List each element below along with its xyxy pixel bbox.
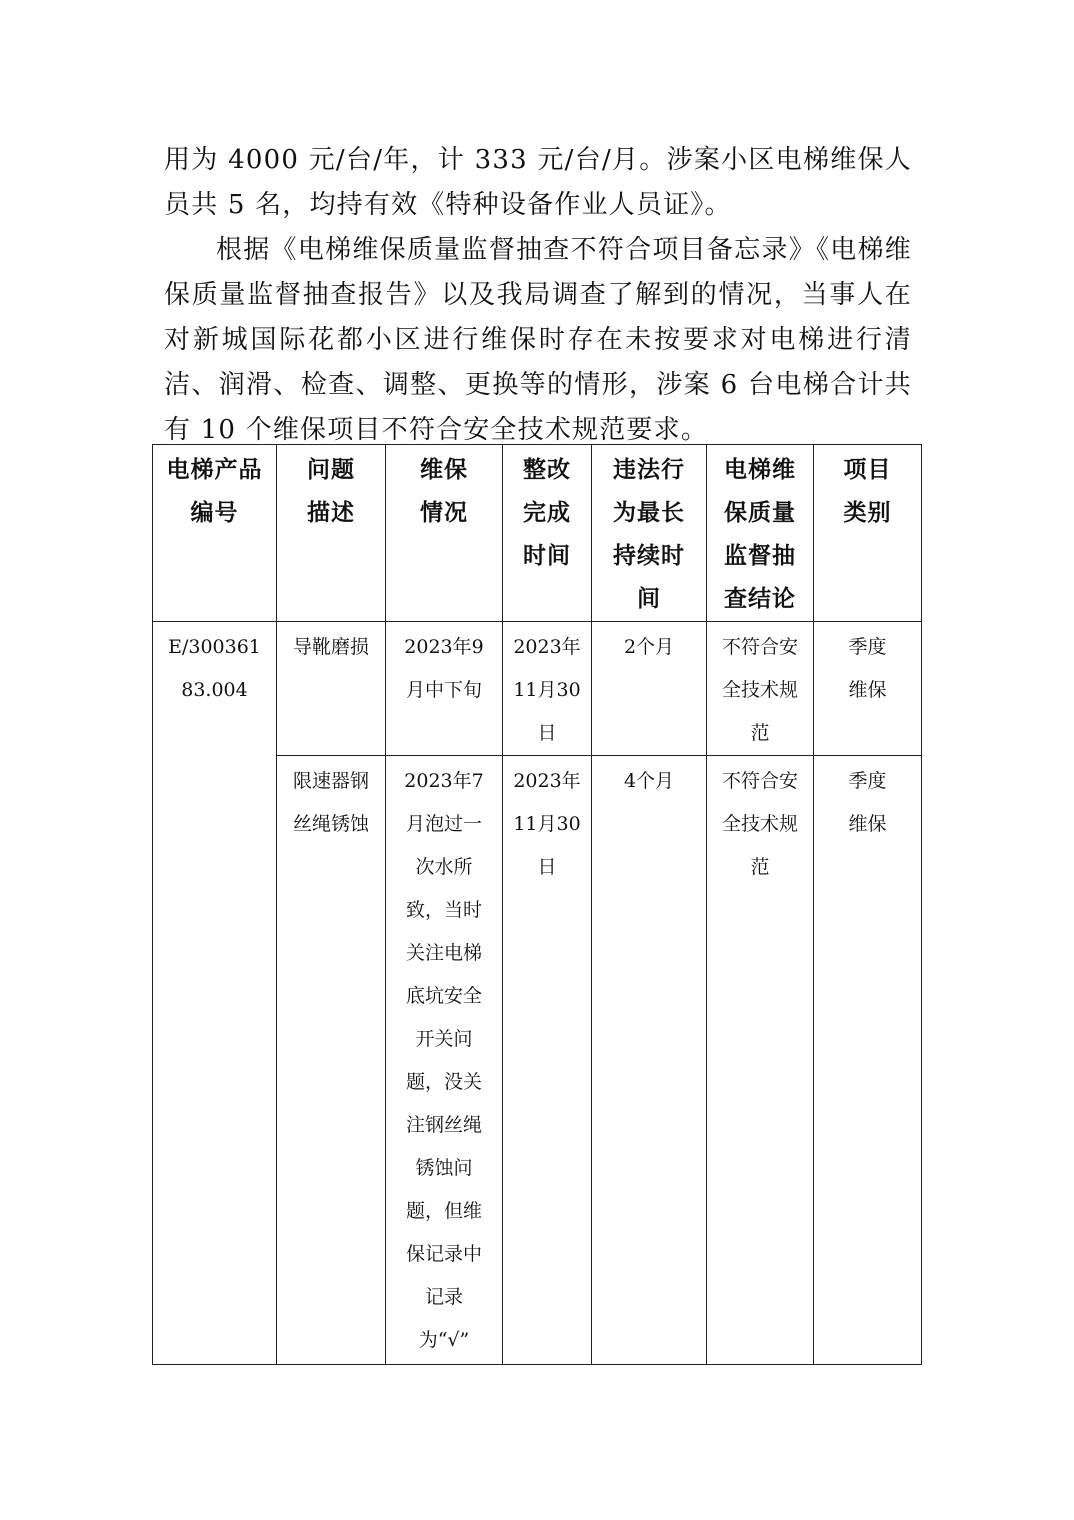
cell-problem: 导靴磨损 (277, 622, 386, 756)
cell-category: 季度维保 (814, 622, 922, 756)
cell-conclusion: 不符合安全技术规范 (707, 622, 814, 756)
cell-maintenance: 2023年7月泡过一次水所致，当时关注电梯底坑安全开关问题，没关注钢丝绳锈蚀问题，但维保记录中记录为“√” (386, 756, 503, 1365)
cell-duration: 4个月 (592, 756, 707, 1365)
cell-rectify-time: 2023年11月30日 (503, 756, 592, 1365)
cell-elevator-id: E/30036183.004 (153, 622, 277, 1365)
cell-category: 季度维保 (814, 756, 922, 1365)
table-header-row (153, 445, 922, 622)
header-duration: 违法行为最长持续时间 (592, 445, 707, 622)
paragraph-2: 根据《电梯维保质量监督抽查不符合项目备忘录》《电梯维保质量监督抽查报告》以及我局调查了解到的情况，当事人在对新城国际花都小区进行维保时存在未按要求对电梯进行清洁、润滑、检查、调整、更换等的情形，涉案 6 台电梯合计共有 10 个维保项目不符合安全技术规范要求。 (164, 235, 912, 445)
header-problem: 问题描述 (277, 445, 386, 622)
cell-conclusion: 不符合安全技术规范 (707, 756, 814, 1365)
cell-rectify-time: 2023年11月30日 (503, 622, 592, 756)
cell-problem: 限速器钢丝绳锈蚀 (277, 756, 386, 1365)
header-elevator-id: 电梯产品编号 (153, 445, 277, 622)
header-maintenance: 维保情况 (386, 445, 503, 622)
violation-table (152, 444, 922, 1365)
table-row (153, 622, 922, 756)
cell-maintenance: 2023年9月中下旬 (386, 622, 503, 756)
cell-duration: 2个月 (592, 622, 707, 756)
header-conclusion: 电梯维保质量监督抽查结论 (707, 445, 814, 622)
paragraph-1: 用为 4000 元/台/年，计 333 元/台/月。涉案小区电梯维保人员共 5 名，均持有效《特种设备作业人员证》。 (164, 145, 912, 220)
header-category: 项目类别 (814, 445, 922, 622)
header-rectify-time: 整改完成时间 (503, 445, 592, 622)
